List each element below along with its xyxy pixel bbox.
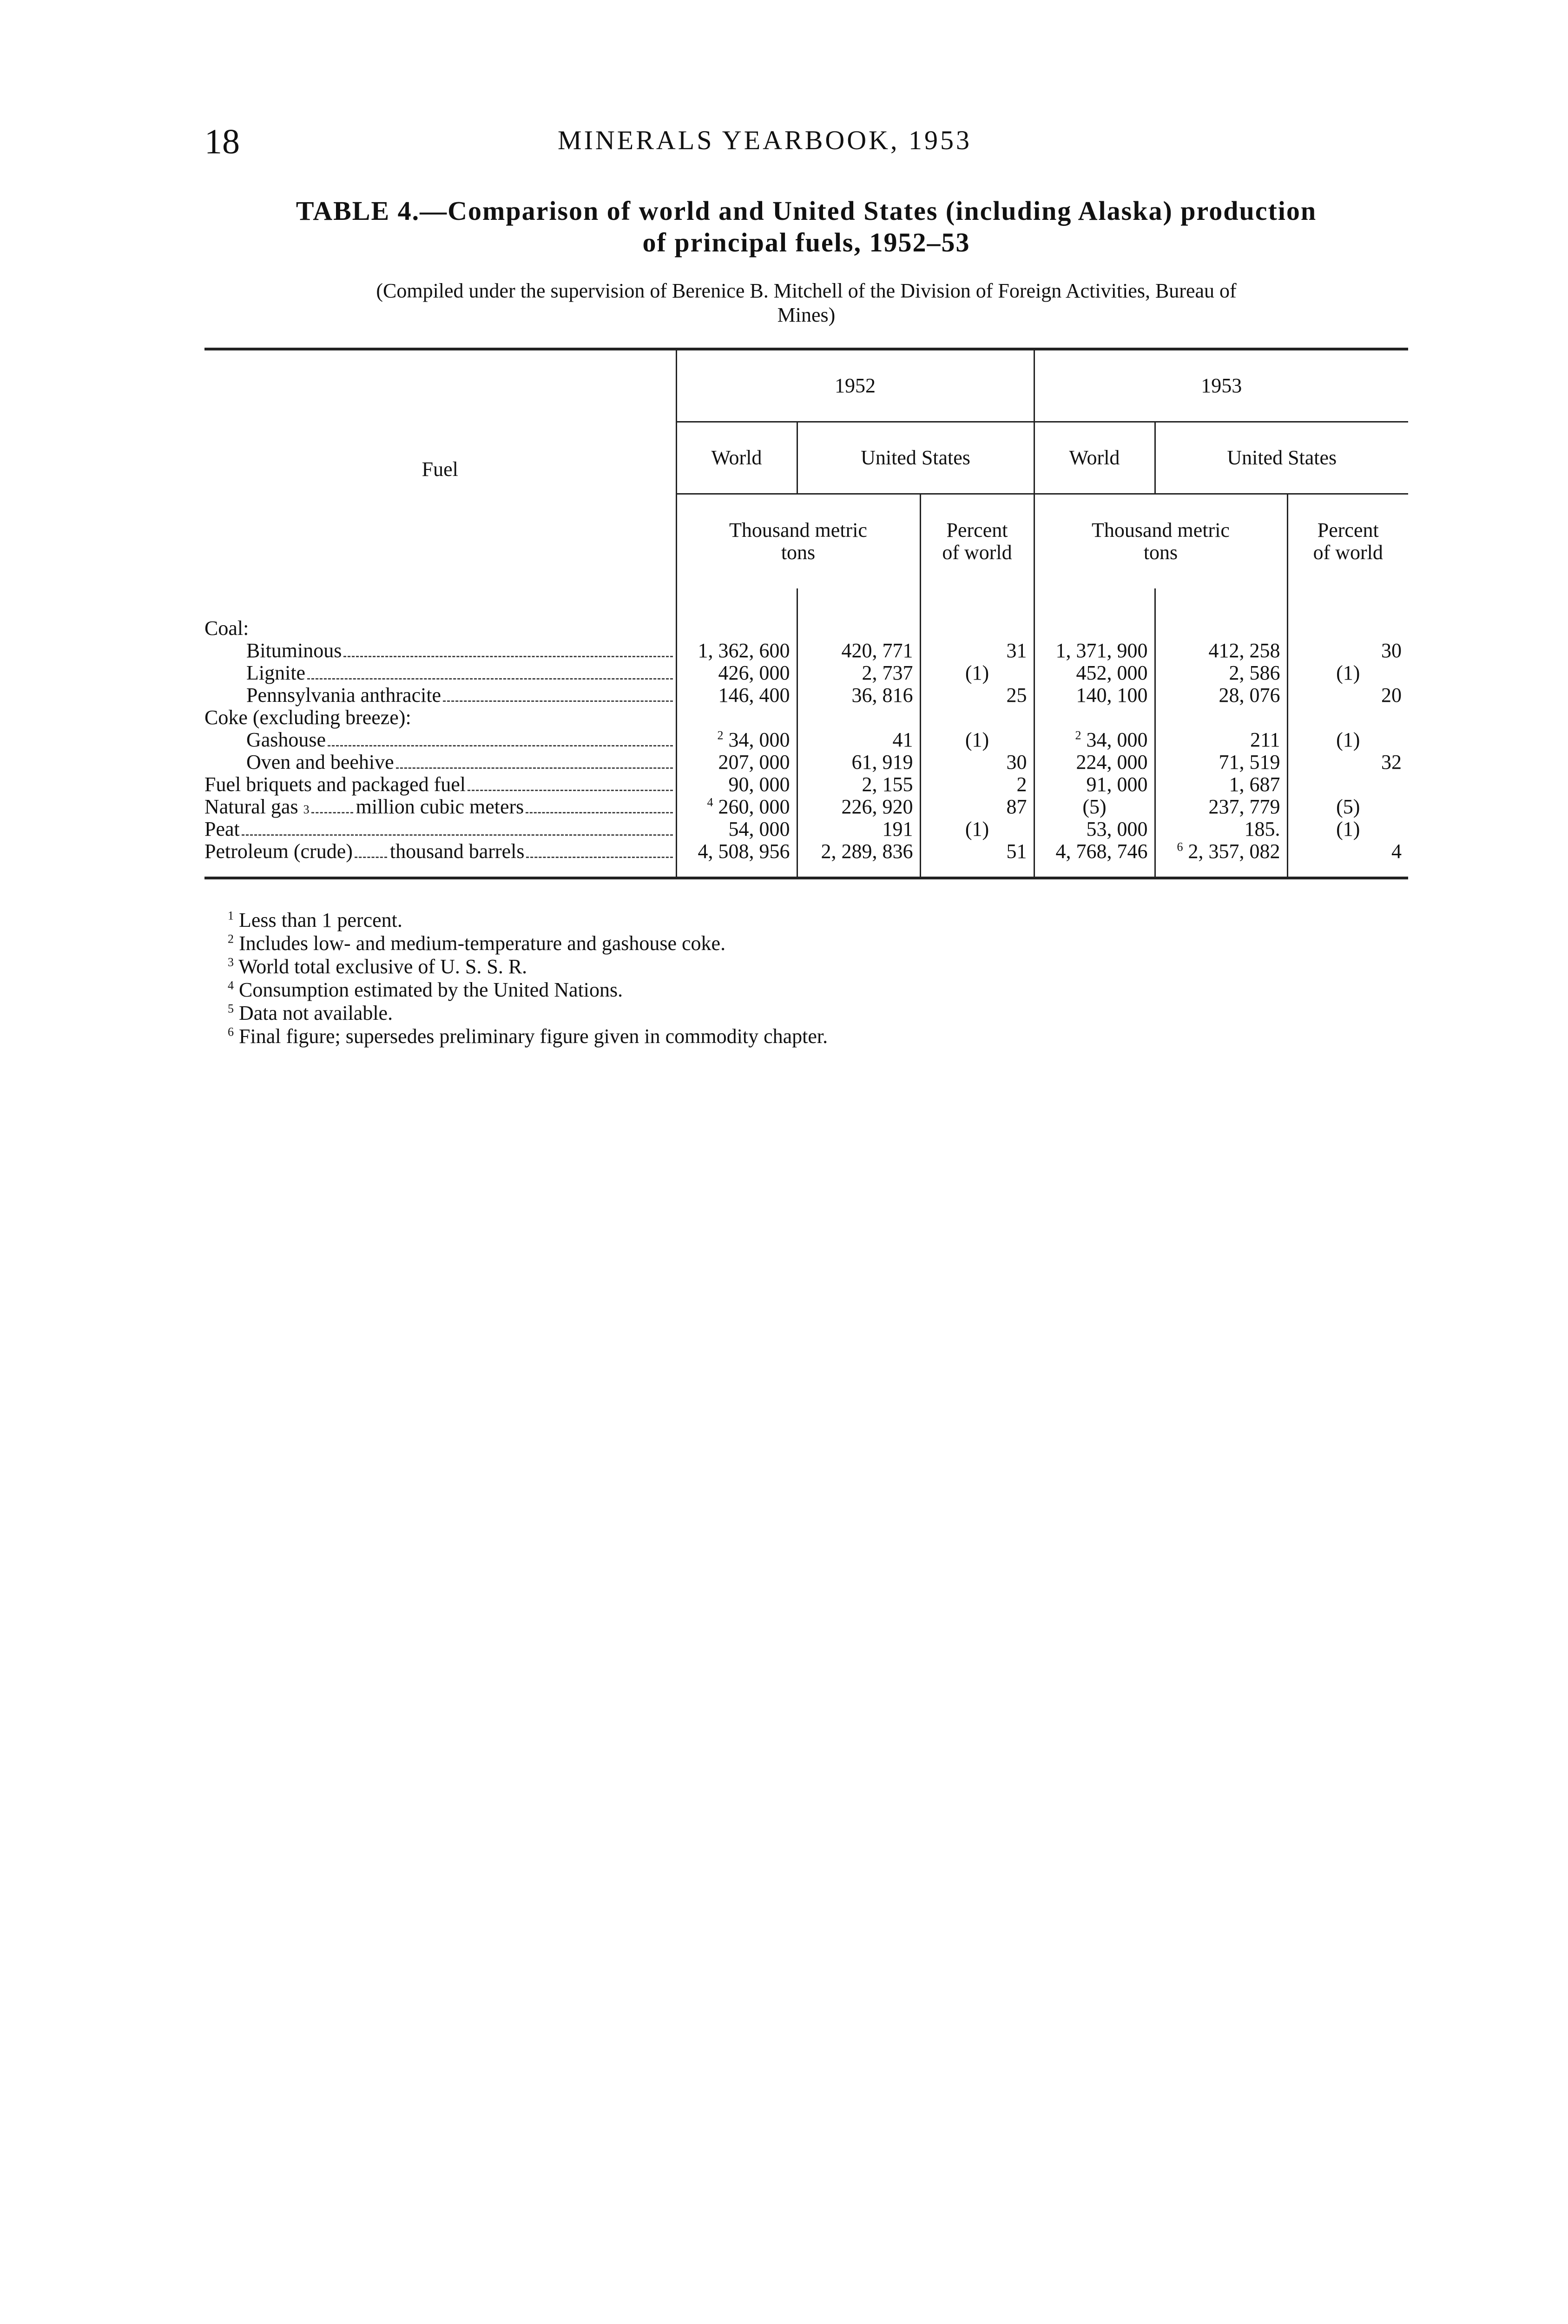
header-percent-of-world-1952: Percent of world [920,494,1034,589]
cell-percent-1953: (5) [1336,795,1360,818]
table-row [204,818,1408,840]
cell-percent-1952: 87 [1006,795,1027,818]
cell-us-1952: 226, 920 [841,795,913,818]
cell-percent-1953: 4 [1391,840,1402,863]
data-table [204,348,1408,879]
cell-us-1952: 420, 771 [841,639,913,662]
footnote-1: $^1$ Less than 1 percent. [228,909,402,931]
cell-percent-1952: 30 [1006,751,1027,773]
cell-us-1952: 191 [882,818,913,840]
cell-world-1952: $^2$ 34, 000 [717,728,790,751]
table-title [204,195,1408,258]
header-thousand-metric-tons-1953: Thousand metric tons [1034,494,1287,589]
table-subtitle-line-2: Mines) [777,304,836,326]
cell-percent-1952: (1) [965,818,989,840]
table-row [204,617,1408,640]
cell-us-1952: 2, 155 [862,773,913,796]
footnote-4: $^4$ Consumption estimated by the United Nations. [228,978,623,1001]
page-header [204,122,1408,164]
cell-world-1953: 4, 768, 746 [1055,840,1148,863]
table-subtitle [204,279,1408,327]
cell-percent-1953: 32 [1381,751,1402,773]
header-world-1953: World [1034,422,1155,494]
cell-world-1953: 53, 000 [1086,818,1148,840]
cell-percent-1952: 2 [1016,773,1027,796]
cell-us-1953: 2, 586 [1229,661,1280,684]
row-label-natural-gas: Natural gas 3 million cubic meters [204,796,676,818]
cell-percent-1952: 25 [1006,684,1027,706]
cell-us-1952: 2, 737 [862,661,913,684]
cell-us-1953: 211 [1250,728,1280,751]
row-label-anthracite: Pennsylvania anthracite [204,684,676,706]
cell-us-1953: 28, 076 [1219,684,1280,706]
cell-us-1953: 237, 779 [1208,795,1280,818]
cell-world-1952: 54, 000 [728,818,790,840]
cell-world-1953: 91, 000 [1086,773,1148,796]
footnote-6: $^6$ Final figure; supersedes preliminary figure given in commodity chapter. [228,1025,828,1048]
footnote-5: $^5$ Data not available. [228,1002,393,1024]
cell-us-1953: 185. [1244,818,1280,840]
cell-world-1953: 1, 371, 900 [1055,639,1148,662]
cell-world-1952: $^4$ 260, 000 [707,795,790,818]
header-world-1952: World [676,422,797,494]
cell-us-1952: 2, 289, 836 [821,840,913,863]
cell-percent-1952: 51 [1006,840,1027,863]
table-row [204,751,1408,773]
cell-world-1953: 140, 100 [1076,684,1148,706]
table-title-line-2: of principal fuels, 1952–53 [642,227,970,257]
header-us-1953: United States [1155,422,1408,494]
row-label-gashouse: Gashouse [204,729,676,751]
cell-percent-1953: 30 [1381,639,1402,662]
table-row [204,640,1408,662]
header-us-1952: United States [797,422,1034,494]
cell-world-1952: 90, 000 [728,773,790,796]
fuel-production-table [204,348,1408,879]
cell-percent-1952: 31 [1006,639,1027,662]
header-year-1953: 1953 [1034,349,1408,422]
cell-percent-1952: (1) [965,661,989,684]
cell-world-1953: 452, 000 [1076,661,1148,684]
footnotes [228,909,1390,1048]
page-number: 18 [204,122,240,161]
table-row [204,729,1408,751]
row-label-peat: Peat [204,818,676,840]
cell-world-1953: (5) [1082,795,1107,818]
header-fuel: Fuel [204,349,676,588]
row-label-coal: Coal: [204,617,249,640]
cell-world-1952: 1, 362, 600 [698,639,790,662]
cell-us-1953: $^6$ 2, 357, 082 [1177,840,1280,863]
table-row [204,796,1408,818]
cell-world-1952: 146, 400 [718,684,790,706]
row-label-bituminous: Bituminous [204,640,676,662]
table-row [204,706,1408,729]
table-row [204,662,1408,684]
table-row [204,773,1408,796]
table-row [204,684,1408,706]
cell-world-1953: $^2$ 34, 000 [1075,728,1148,751]
cell-us-1953: 412, 258 [1208,639,1280,662]
header-year-1952: 1952 [676,349,1034,422]
cell-percent-1953: (1) [1336,818,1360,840]
row-label-oven-and-beehive: Oven and beehive [204,751,676,773]
cell-us-1952: 41 [892,728,913,751]
running-head: MINERALS YEARBOOK, 1953 [558,125,972,155]
header-thousand-metric-tons-1952: Thousand metric tons [676,494,920,589]
table-title-line-1: TABLE 4.—Comparison of world and United States (including Alaska) production [296,196,1317,226]
table-row [204,840,1408,878]
cell-percent-1953: (1) [1336,728,1360,751]
cell-percent-1953: 20 [1381,684,1402,706]
cell-percent-1952: (1) [965,728,989,751]
cell-us-1953: 1, 687 [1229,773,1280,796]
cell-us-1953: 71, 519 [1219,751,1280,773]
cell-world-1952: 207, 000 [718,751,790,773]
cell-us-1952: 36, 816 [851,684,913,706]
cell-world-1952: 426, 000 [718,661,790,684]
header-percent-of-world-1953: Percent of world [1287,494,1408,589]
footnote-2: $^2$ Includes low- and medium-temperature and gashouse coke. [228,932,726,955]
cell-world-1953: 224, 000 [1076,751,1148,773]
cell-us-1952: 61, 919 [851,751,913,773]
table-subtitle-line-1: (Compiled under the supervision of Berenice B. Mitchell of the Division of Foreign Activities, Bureau of [376,279,1237,302]
footnote-3: $^3$ World total exclusive of U. S. S. R. [228,955,527,978]
cell-percent-1953: (1) [1336,661,1360,684]
row-label-coke: Coke (excluding breeze): [204,706,411,729]
row-label-petroleum: Petroleum (crude) thousand barrels [204,840,676,877]
cell-world-1952: 4, 508, 956 [698,840,790,863]
row-label-fuel-briquets: Fuel briquets and packaged fuel [204,773,676,796]
row-label-lignite: Lignite [204,662,676,684]
